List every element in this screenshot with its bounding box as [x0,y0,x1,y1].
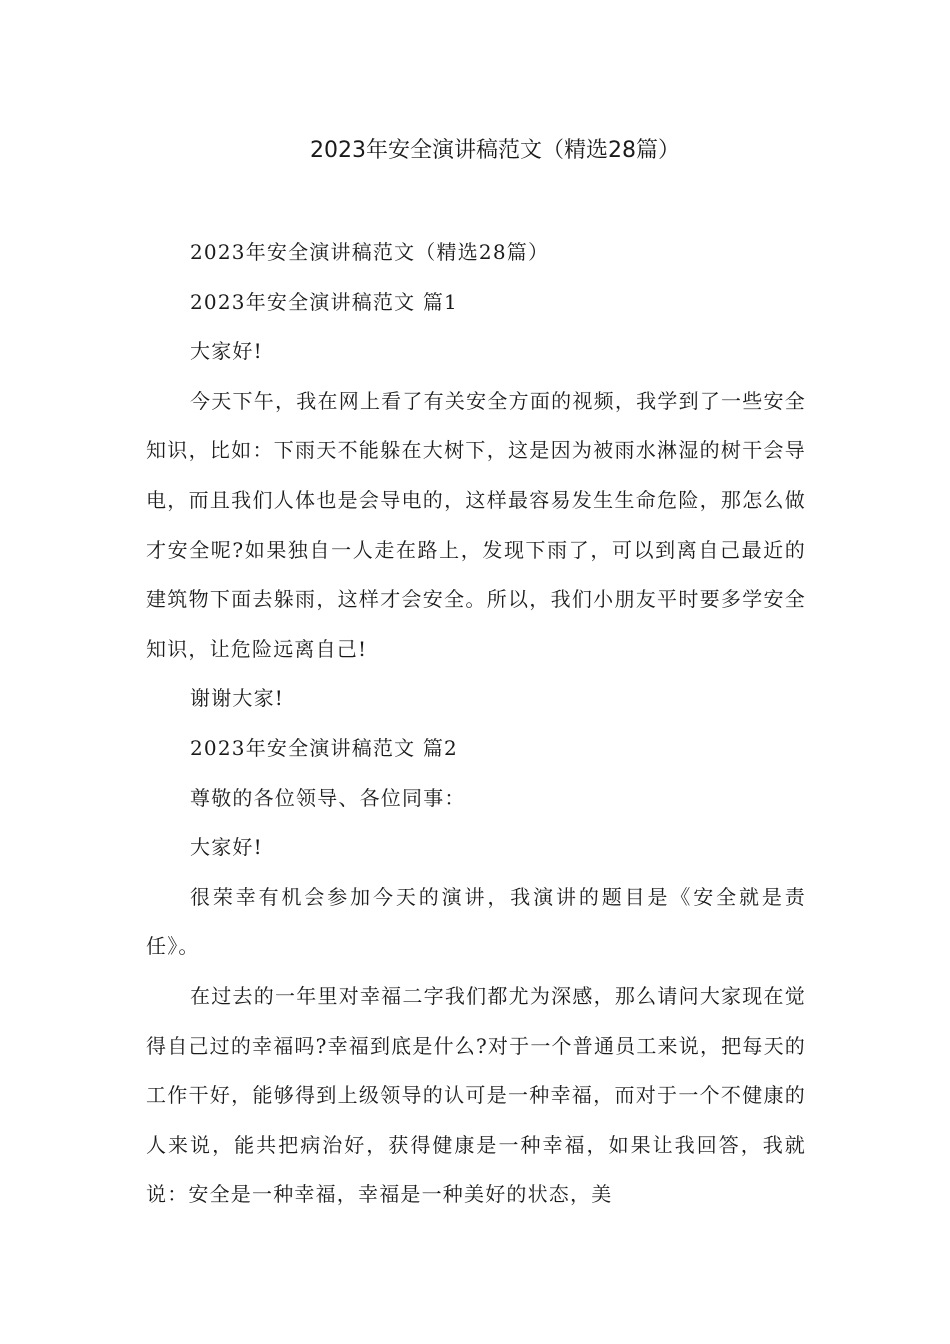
paragraph: 今天下午，我在网上看了有关安全方面的视频，我学到了一些安全知识，比如：下雨天不能躲在大树下，这是因为被雨水淋湿的树干会导电，而且我们人体也是会导电的，这样最容易发生生命危险，那怎么做才安全呢?如果独自一人走在路上，发现下雨了，可以到离自己最近的建筑物下面去躲雨，这样才会安全。所以，我们小朋友平时要多学安全知识，让危险远离自己! [146,388,806,661]
paragraph: 大家好! [190,339,263,364]
paragraph: 很荣幸有机会参加今天的演讲，我演讲的题目是《安全就是责任》。 [146,884,806,959]
paragraph: 在过去的一年里对幸福二字我们都尤为深感，那么请问大家现在觉得自己过的幸福吗?幸福到底是什么?对于一个普通员工来说，把每天的工作干好，能够得到上级领导的认可是一种幸福，而对于一个不健康的人来说，能共把病治好，获得健康是一种幸福，如果让我回答，我就说：安全是一种幸福，幸福是一种美好的状态，美 [146,983,806,1207]
paragraph: 2023年安全演讲稿范文 篇1 [190,289,458,314]
document-body [146,228,806,1220]
paragraph: 2023年安全演讲稿范文 篇2 [190,735,458,760]
paragraph: 大家好! [190,835,263,860]
paragraph: 谢谢大家! [190,686,285,711]
paragraph: 尊敬的各位领导、各位同事： [190,785,466,810]
document-title: 2023年安全演讲稿范文（精选28篇） [310,138,680,163]
paragraph: 2023年安全演讲稿范文（精选28篇） [190,240,550,264]
